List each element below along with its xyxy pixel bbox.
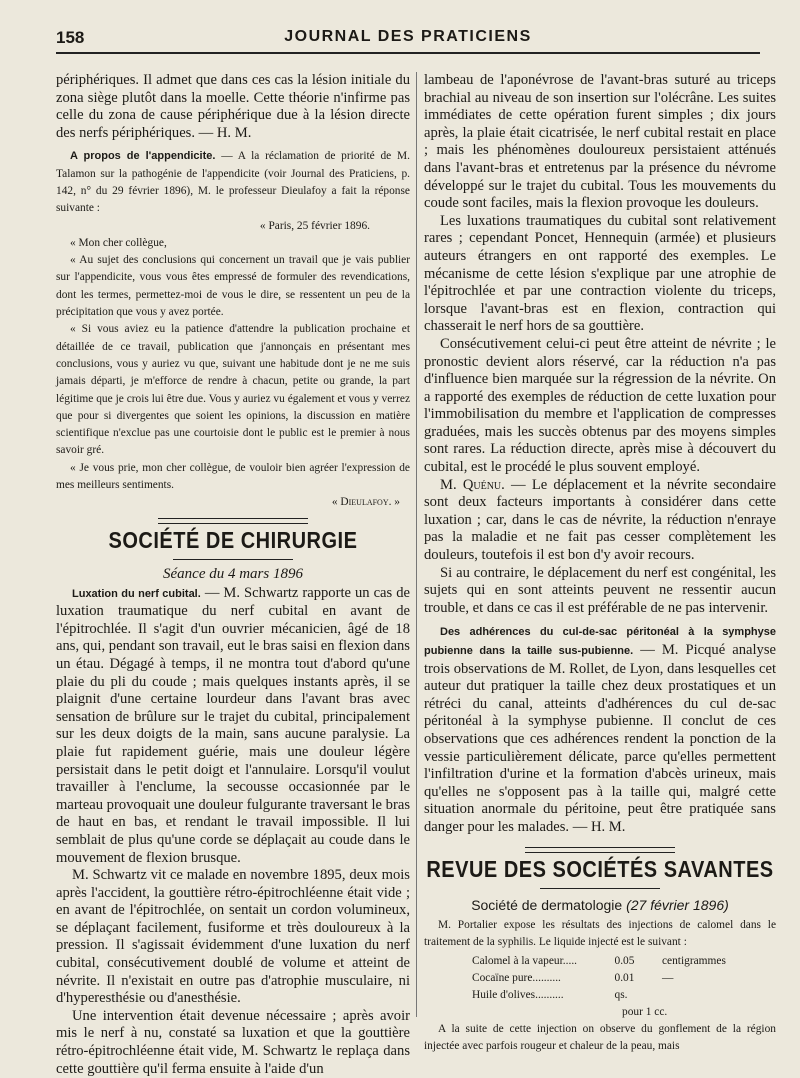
right-column — [424, 72, 777, 1053]
section-rule — [158, 518, 308, 524]
formula-row: Calomel à la vapeur..... 0.05 centigrammes — [472, 955, 726, 968]
appendicite-intro: A propos de l'appendicite. — A la réclamation de priorité de M. Talamon sur la pathogénie de l'appendicite (voir Journal des Praticiens, p. 142, n° du 29 février 1896), M. le professeur Dieulafoy a fait la réponse suivante : — [56, 150, 410, 215]
section-title: REVUE DES SOCIÉTÉS SAVANTES — [426, 856, 774, 883]
section-rule — [525, 847, 675, 853]
portalier-paragraph: M. Portalier expose les résultats des injections de calomel dans le traitement de la syphilis. Le liquide injecté est le suivant : — [424, 918, 776, 948]
zona-paragraph: périphériques. Il admet que dans ces cas la lésion initiale du zona siège plutôt dans la moelle. Cette théorie n'infirme pas celle du zona de cause périphérique due à la lésion directe des nerfs périphériques. — H. M. — [56, 72, 410, 141]
section-heading — [424, 856, 776, 883]
letter-paragraph: « Je vous prie, mon cher collègue, de vouloir bien agréer l'expression de mes meilleurs sentiments. — [56, 461, 410, 492]
society-title: Société de dermatologie (27 février 1896) — [471, 896, 729, 913]
column-divider — [416, 72, 417, 1017]
text-paragraph: lambeau de l'aponévrose de l'avant-bras suturé au triceps brachial au niveau de son insertion sur l'olécrâne. Les suites immédiates de cette opération furent simples ; dix jours après, la plaie était cicatrisée, le nerf cubital restait en place ; mais les phénomènes douloureux persistaient atténués dans l'avant-bras et entretenus par la présence du névrome développé sur le trajet du cubital. Tous les mouvements du coude sont faciles, mais la flexion provoque les douleurs. — [424, 72, 776, 212]
seance-date: Séance du 4 mars 1896 — [163, 565, 303, 582]
formula-row — [472, 1004, 776, 1021]
formula-row: Cocaïne pure.......... 0.01 — — [472, 972, 674, 985]
luxation-paragraph: Une intervention était devenue nécessaire ; après avoir mis le nerf à nu, constaté sa luxation et que la gouttière rétro-épitrochléenne était vide, M. Schwartz le replaça dans cette gouttière qu'il ferma ensuite à l'aide d'un — [56, 1007, 410, 1077]
section-rule — [173, 559, 293, 560]
text-paragraph: Si au contraire, le déplacement du nerf est congénital, les sujets qui en sont atteints peuvent ne ressentir aucun trouble, et dans ce cas il est préférable de ne pas intervenir. — [424, 564, 776, 616]
journal-title: JOURNAL DES PRATICIENS — [284, 28, 532, 45]
section-title: SOCIÉTÉ DE CHIRURGIE — [108, 527, 358, 554]
letter-paragraph: « Si vous aviez eu la patience d'attendre la publication prochaine et détaillée de ce travail, publication que j'annonçais en présentant mes conclusions, vous y auriez vu que, suivant une habitude dont je ne me suis jamais départi, je m'efforce de rendre à chacun, petite ou grande, la part légitime que je crois lui être due. Vous y auriez vu également et vous y verrez que pour si divergentes que soient les opinions, la discussion en matière scientifique n'exclue pas une courtoisie dont le public est le premier à nous savoir gré. — [56, 323, 410, 457]
adherences-heading: Des adhérences du cul-de-sac péritonéal à la symphyse pubienne dans la taille sus-pubienne. — [424, 626, 776, 657]
quenu-name: M. Quénu. — [440, 476, 505, 493]
appendicite-heading: A propos de l'appendicite. — [70, 150, 216, 163]
section-rule — [540, 888, 660, 889]
luxation-heading: Luxation du nerf cubital. — [72, 587, 201, 600]
final-paragraph: A la suite de cette injection on observe du gonflement de la région injectée avec parfois rougeur et chaleur de la peau, mais — [424, 1023, 776, 1053]
formula-row: Huile d'olives.......... qs. — [472, 989, 628, 1002]
text-paragraph: Les luxations traumatiques du cubital sont relativement rares ; cependant Poncet, Hennequin (armée) et plusieurs auteurs étrangers en ont rapporté des exemples. Le mécanisme de cette lésion s'explique par une atrophie de l'épitrochlée et par une contraction violente du triceps, lorsque l'avant-bras est en flexion, contraction qui chasserait le nerf hors de sa gouttière. — [424, 212, 776, 335]
formula-total: pour 1 cc. — [622, 1006, 668, 1019]
adherences-paragraph: Des adhérences du cul-de-sac péritonéal à la symphyse pubienne dans la taille sus-pubienne. — M. Picqué analyse trois observations de M. Rollet, de Lyon, dans lesquelles cet auteur dut pratiquer la taille chez deux prostatiques et un rétréci du canal, atteints d'adhérences du cul de-sac péritonéal à la symphyse pubienne. Il conclut de ces observations que ces adhérences rendent la ponction de la vessie particulièrement délicate, parce qu'elles permettent l'infiltration d'urine et la formation d'abcès urineux, mais qu'elles ne s'opposent pas à la taille qui, malgré cette situation anormale du péritoine, peut être pratiquée sans danger pour les malades. — H. M. — [424, 626, 777, 835]
page-number: 158 — [56, 28, 85, 47]
luxation-paragraph: Luxation du nerf cubital. — M. Schwartz rapporte un cas de luxation traumatique du nerf cubital en avant de l'épitrochlée. Il s'agit d'un ouvrier mécanicien, âgé de 18 ans, qui, pendant son travail, eut le bras saisi en flexion dans un étau. Dégagé à temps, il ne montra tout d'abord qu'une plaie du pli du coude ; mais quelques instants après, il se plaignit d'une certaine lourdeur dans l'avant bras avec sensation de brûlure sur le trajet du cubital, principalement sur les deux doigts de la main, sans aucune paralysie. La plaie fut rapidement guérie, mais une douleur légère persistait dans le petit doigt et l'annulaire. Lorsqu'il voulut travailler à l'enclume, la secousse occasionnée par le marteau provoquait une douleur fulgurante traversant le bras de haut en bas, et rendant le travail impossible. Il lui semblait de plus qu'une corde se déplaçait au coude dans le mouvement de flexion brusque. — [56, 584, 410, 866]
page-header — [56, 28, 760, 54]
section-heading — [56, 527, 410, 554]
left-column — [56, 72, 410, 1077]
formula-table — [472, 953, 776, 1021]
letter-paragraph: « Au sujet des conclusions qui concernent un travail que je vais publier sur l'appendicite, vous vous êtes empressé de formuler des revendications, dont les termes, permettez-moi de vous le dire, se ressentent un peu de la précipitation que vous y avez portée. — [56, 254, 410, 319]
letter-signature: « Dieulafoy. » — [331, 496, 400, 509]
letter-greeting: « Mon cher collègue, — [70, 236, 167, 249]
luxation-paragraph: M. Schwartz vit ce malade en novembre 1895, deux mois après l'accident, la gouttière rétro-épitrochléenne était vide ; en avant de l'épitrochlée, on sentait un cordon volumineux, se déplaçant facilement, fusiforme et très douloureux à la pression. Il s'agissait évidemment d'une luxation du nerf cubital, consécutivement doublé de volume et atteint de névrite. Il n'existait en outre pas d'atrophie musculaire, ni d'hyperesthésie ou d'anesthésie. — [56, 867, 410, 1007]
letter-date: « Paris, 25 février 1896. — [259, 219, 370, 232]
quenu-paragraph: M. Quénu. — Le déplacement et la névrite secondaire sont deux facteurs importants à considérer dans cette luxation ; car, dans le cas de névrite, la réduction n'enraye pas la maladie et ne fait pas cesser complètement les douleurs, toutefois il est bon d'y avoir recours. — [424, 476, 777, 564]
text-paragraph: Consécutivement celui-ci peut être atteint de névrite ; le pronostic devient alors réservé, car la réduction n'a pas d'influence bien marquée sur la régression de la névrite. On a rapporté des exemples de réduction de cette luxation pour l'immobilisation du membre et l'application de compresses graduées, mais les succès obtenus par des moyens simples sont rares. La réduction directe, après mise à découvert du cubital, est le procédé le plus souvent employé. — [424, 335, 776, 476]
